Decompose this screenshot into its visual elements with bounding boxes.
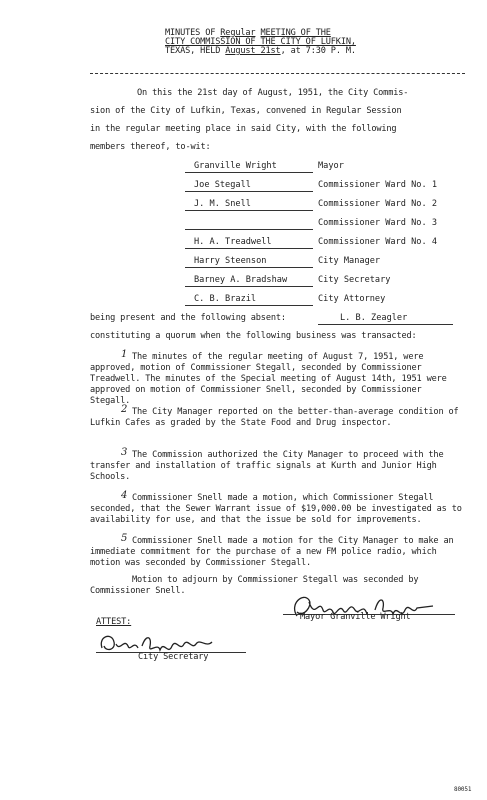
member-role: Mayor — [318, 161, 344, 171]
item-number: 2 — [121, 404, 128, 415]
absent-name: L. B. Zeagler — [340, 313, 408, 323]
item-text: Commissioner Snell made a motion for the City Manager to make an immediate commitment for the purchase of a new FM police radio, which motion was seconded by Commissioner Stegall. — [90, 536, 454, 568]
header-line-2: CITY COMMISSION OF THE CITY OF LUFKIN, — [165, 37, 356, 47]
item-number: 3 — [121, 447, 128, 458]
member-name: Granville Wright — [194, 161, 277, 171]
member-underline — [185, 248, 313, 249]
intro-line-1: On this the 21st day of August, 1951, the City Commis- — [137, 88, 409, 98]
member-underline — [185, 210, 313, 211]
member-role: Commissioner Ward No. 4 — [318, 237, 437, 247]
member-role: Commissioner Ward No. 2 — [318, 199, 437, 209]
member-name: C. B. Brazil — [194, 294, 257, 304]
member-role: City Attorney — [318, 294, 386, 304]
item-text: Commissioner Snell made a motion, which Commissioner Stegall seconded, that the Sewer Warrant issue of $19,000.00 be investigated as to availability for use, and that the issue be sold for improvements. — [90, 493, 462, 525]
member-name: Harry Steenson — [194, 256, 267, 266]
adjourn-text: Motion to adjourn by Commissioner Stegall was seconded by Commissioner Snell. — [90, 575, 419, 596]
member-role: City Manager — [318, 256, 381, 266]
intro-line-2: sion of the City of Lufkin, Texas, convened in Regular Session — [90, 106, 402, 116]
attest-label: ATTEST: — [96, 617, 132, 627]
member-underline — [185, 267, 313, 268]
item-number: 4 — [121, 490, 128, 501]
header-divider — [90, 73, 465, 74]
intro-line-3: in the regular meeting place in said City, with the following — [90, 124, 397, 134]
item-number: 1 — [121, 349, 128, 360]
member-name: H. A. Treadwell — [194, 237, 272, 247]
member-underline — [185, 191, 313, 192]
member-role: Commissioner Ward No. 3 — [318, 218, 437, 228]
header-held: TEXAS, HELD — [165, 46, 221, 56]
header-minutes-of: MINUTES OF — [165, 28, 216, 38]
member-underline — [185, 286, 313, 287]
item-text: The City Manager reported on the better-than-average condition of Lufkin Cafes as graded by the State Food and Drug inspector. — [90, 407, 459, 428]
page-mark: 80051 — [454, 786, 472, 793]
item-text: The Commission authorized the City Manager to proceed with the transfer and installation of traffic signals at Kurth and Junior High Schools. — [90, 450, 444, 482]
intro-line-4: members thereof, to-wit: — [90, 142, 211, 152]
item-text: The minutes of the regular meeting of August 7, 1951, were approved, motion of Commissioner Stegall, seconded by Commissioner Treadwell. The minutes of the Special meeting of August 14th, 1951 were approved on motion of Commissioner Snell, seconded by Commissioner Stegall. — [90, 352, 447, 406]
mayor-signature — [285, 590, 445, 630]
mayor-caption: Mayor Granville Wright — [300, 612, 411, 622]
member-underline — [185, 229, 313, 230]
member-role: City Secretary — [318, 275, 391, 285]
member-role: Commissioner Ward No. 1 — [318, 180, 437, 190]
secretary-caption: City Secretary — [138, 652, 209, 662]
header-line-3 — [165, 46, 356, 57]
header-meeting-type: Regular — [220, 28, 256, 38]
member-underline — [185, 172, 313, 173]
member-name: Joe Stegall — [194, 180, 251, 190]
member-underline — [185, 305, 313, 306]
header-date: August 21st — [225, 46, 281, 56]
absent-underline — [318, 324, 453, 325]
header-meeting-of: MEETING OF THE — [260, 28, 331, 38]
header-time: , at 7:30 P. M. — [280, 46, 356, 56]
member-name: Barney A. Bradshaw — [194, 275, 288, 285]
quorum-statement: constituting a quorum when the following business was transacted: — [90, 331, 417, 341]
item-number: 5 — [121, 533, 128, 544]
member-name: J. M. Snell — [194, 199, 251, 209]
absent-label: being present and the following absent: — [90, 313, 286, 323]
